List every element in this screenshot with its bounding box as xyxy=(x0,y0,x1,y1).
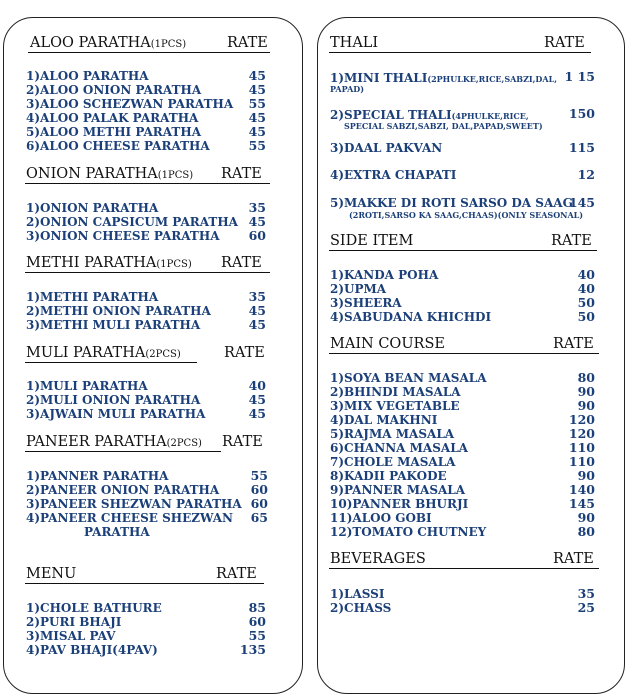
menu-item-price: 140 xyxy=(568,482,595,497)
menu-item-price: 45 xyxy=(248,392,266,407)
menu-item-name: 1)MINI THALI(2PHULKE,RICE,SABZI,DAL, xyxy=(330,71,557,85)
beverages-heading-underline xyxy=(329,568,599,569)
menu-item-price: 120 xyxy=(568,412,595,427)
menu-item-price: 55 xyxy=(250,468,268,483)
menu-item-price: 45 xyxy=(248,110,266,125)
menu-item-description: SPECIAL SABZI,SABZI, DAL,PAPAD,SWEET) xyxy=(344,121,543,131)
menu-item-price: 50 xyxy=(577,309,595,324)
menu-item-price: 90 xyxy=(577,384,595,399)
menu-item-price: 1 15 xyxy=(564,69,595,84)
menu-item-price: 45 xyxy=(248,214,266,229)
menu-item-name: 5)MAKKE DI ROTI SARSO DA SAAG xyxy=(330,196,573,210)
menu-item-price: 150 xyxy=(568,106,595,121)
menu-item-name: 1)SOYA BEAN MASALA xyxy=(330,371,487,385)
menu-item-price: 55 xyxy=(248,628,266,643)
thali-heading: THALI xyxy=(330,35,379,51)
menu-item-price: 110 xyxy=(568,440,595,455)
side-item-heading: SIDE ITEM xyxy=(330,233,414,249)
menu-item-price: 40 xyxy=(577,267,595,282)
menu-item-name: 1)ALOO PARATHA xyxy=(26,69,149,83)
menu-item-price: 40 xyxy=(577,281,595,296)
aloo-heading-underline xyxy=(28,52,270,53)
menu-item-price: 145 xyxy=(568,496,595,511)
menu-item-name: 4)DAL MAKHNI xyxy=(330,413,438,427)
methi-paratha-heading: METHI PARATHA(1PCS) xyxy=(26,255,192,271)
menu-item-name: 2)ALOO ONION PARATHA xyxy=(26,83,202,97)
menu-item-price: 85 xyxy=(248,600,266,615)
menu-item-price: 80 xyxy=(577,370,595,385)
menu-item-price: 60 xyxy=(248,228,266,243)
menu-item-name: 10)PANNER BHURJI xyxy=(330,497,469,511)
menu-item-description: PAPAD) xyxy=(330,84,365,94)
menu-item-name: 8)KADII PAKODE xyxy=(330,469,447,483)
menu-item-price: 45 xyxy=(248,317,266,332)
muli-heading-underline xyxy=(25,362,197,363)
menu-item-name: 4)EXTRA CHAPATI xyxy=(330,168,457,182)
menu-item-price: 60 xyxy=(248,614,266,629)
main-course-heading: MAIN COURSE xyxy=(330,336,445,352)
menu-item-price: 90 xyxy=(577,398,595,413)
menu-item-description: (2ROTI,SARSO KA SAAG,CHAAS)(ONLY SEASONAL) xyxy=(349,210,584,220)
side-item-heading-underline xyxy=(329,250,597,251)
menu-item-price: 45 xyxy=(248,303,266,318)
menu-item-name: 3)PANEER SHEZWAN PARATHA xyxy=(26,497,242,511)
menu-item-name: 3)MIX VEGETABLE xyxy=(330,399,460,413)
menu-item-name: 12)TOMATO CHUTNEY xyxy=(330,525,487,539)
menu-item-name: 6)CHANNA MASALA xyxy=(330,441,468,455)
menu-item-price: 25 xyxy=(577,600,595,615)
menu-item-price: 45 xyxy=(248,82,266,97)
onion-rate-heading: RATE xyxy=(221,166,262,182)
menu-item-price: 145 xyxy=(568,195,595,210)
menu-item-name: 3)SHEERA xyxy=(330,296,402,310)
methi-rate-heading: RATE xyxy=(221,255,262,271)
thali-heading-underline xyxy=(329,52,591,53)
menu-item-name: 7)CHOLE MASALA xyxy=(330,455,456,469)
menu-item-name: 1)CHOLE BATHURE xyxy=(26,601,162,615)
side-item-rate-heading: RATE xyxy=(551,233,592,249)
onion-heading-underline xyxy=(25,183,270,184)
main-course-rate-heading: RATE xyxy=(553,336,594,352)
paneer-rate-heading: RATE xyxy=(222,434,263,450)
menu-item-name: 6)ALOO CHEESE PARATHA xyxy=(26,139,210,153)
menu-item-name: 2)UPMA xyxy=(330,282,387,296)
menu-item-name: 3)METHI MULI PARATHA xyxy=(26,318,201,332)
menu-heading-underline xyxy=(25,583,264,584)
methi-heading-underline xyxy=(25,272,270,273)
menu-item-name: 1)MULI PARATHA xyxy=(26,379,148,393)
menu-item-name: 3)DAAL PAKVAN xyxy=(330,141,443,155)
menu-item-price: 35 xyxy=(248,289,266,304)
menu-item-price: 35 xyxy=(577,586,595,601)
menu-item-price: 40 xyxy=(248,378,266,393)
menu-item-name: 2)SPECIAL THALI(4PHULKE,RICE, xyxy=(330,108,529,122)
menu-item-name-continued: PARATHA xyxy=(84,525,150,539)
main-course-heading-underline xyxy=(329,353,599,354)
menu-item-price: 90 xyxy=(577,468,595,483)
beverages-rate-heading: RATE xyxy=(553,551,594,567)
onion-paratha-heading: ONION PARATHA(1PCS) xyxy=(26,166,194,182)
muli-paratha-heading: MULI PARATHA(2PCS) xyxy=(26,345,181,361)
menu-item-name: 4)PANEER CHEESE SHEZWAN xyxy=(26,511,233,525)
menu-item-name: 5)ALOO METHI PARATHA xyxy=(26,125,202,139)
menu-item-name: 1)KANDA POHA xyxy=(330,268,439,282)
menu-item-name: 3)MISAL PAV xyxy=(26,629,116,643)
menu-item-price: 90 xyxy=(577,510,595,525)
menu-item-name: 1)LASSI xyxy=(330,587,385,601)
menu-heading: MENU xyxy=(26,566,77,582)
menu-item-price: 135 xyxy=(239,642,266,657)
menu-item-name: 3)ALOO SCHEZWAN PARATHA xyxy=(26,97,234,111)
menu-item-price: 55 xyxy=(248,96,266,111)
menu-item-price: 60 xyxy=(250,482,268,497)
menu-item-name: 4)PAV BHAJI(4PAV) xyxy=(26,643,158,657)
menu-item-price: 12 xyxy=(577,167,595,182)
menu-item-name: 2)PURI BHAJI xyxy=(26,615,122,629)
paneer-heading-underline xyxy=(25,451,221,452)
menu-item-price: 55 xyxy=(248,138,266,153)
menu-item-name: 11)ALOO GOBI xyxy=(330,511,432,525)
muli-rate-heading: RATE xyxy=(224,345,265,361)
paneer-paratha-heading: PANEER PARATHA(2PCS) xyxy=(26,434,202,450)
thali-rate-heading: RATE xyxy=(544,35,585,51)
menu-item-name: 2)ONION CAPSICUM PARATHA xyxy=(26,215,238,229)
menu-item-price: 35 xyxy=(248,200,266,215)
menu-item-price: 60 xyxy=(250,496,268,511)
menu-item-price: 110 xyxy=(568,454,595,469)
menu-item-price: 65 xyxy=(250,510,268,525)
menu-item-name: 5)RAJMA MASALA xyxy=(330,427,455,441)
menu-item-name: 2)PANEER ONION PARATHA xyxy=(26,483,220,497)
menu-item-name: 2)CHASS xyxy=(330,601,392,615)
menu-item-name: 9)PANNER MASALA xyxy=(330,483,466,497)
menu-item-name: 3)AJWAIN MULI PARATHA xyxy=(26,407,206,421)
menu-item-name: 2)MULI ONION PARATHA xyxy=(26,393,201,407)
menu-item-price: 45 xyxy=(248,406,266,421)
beverages-heading: BEVERAGES xyxy=(330,551,426,567)
aloo-paratha-heading: ALOO PARATHA(1PCS) xyxy=(30,35,187,51)
menu-item-price: 45 xyxy=(248,124,266,139)
menu-item-name: 2)BHINDI MASALA xyxy=(330,385,461,399)
aloo-rate-heading: RATE xyxy=(227,35,268,51)
menu-item-name: 1)METHI PARATHA xyxy=(26,290,159,304)
menu-item-name: 1)ONION PARATHA xyxy=(26,201,159,215)
menu-item-price: 45 xyxy=(248,68,266,83)
menu-item-name: 2)METHI ONION PARATHA xyxy=(26,304,211,318)
menu-rate-heading: RATE xyxy=(216,566,257,582)
menu-item-name: 4)SABUDANA KHICHDI xyxy=(330,310,492,324)
menu-item-name: 1)PANNER PARATHA xyxy=(26,469,169,483)
menu-item-price: 80 xyxy=(577,524,595,539)
menu-item-price: 115 xyxy=(568,140,595,155)
menu-item-price: 50 xyxy=(577,295,595,310)
menu-item-name: 3)ONION CHEESE PARATHA xyxy=(26,229,220,243)
menu-item-price: 120 xyxy=(568,426,595,441)
menu-item-name: 4)ALOO PALAK PARATHA xyxy=(26,111,199,125)
